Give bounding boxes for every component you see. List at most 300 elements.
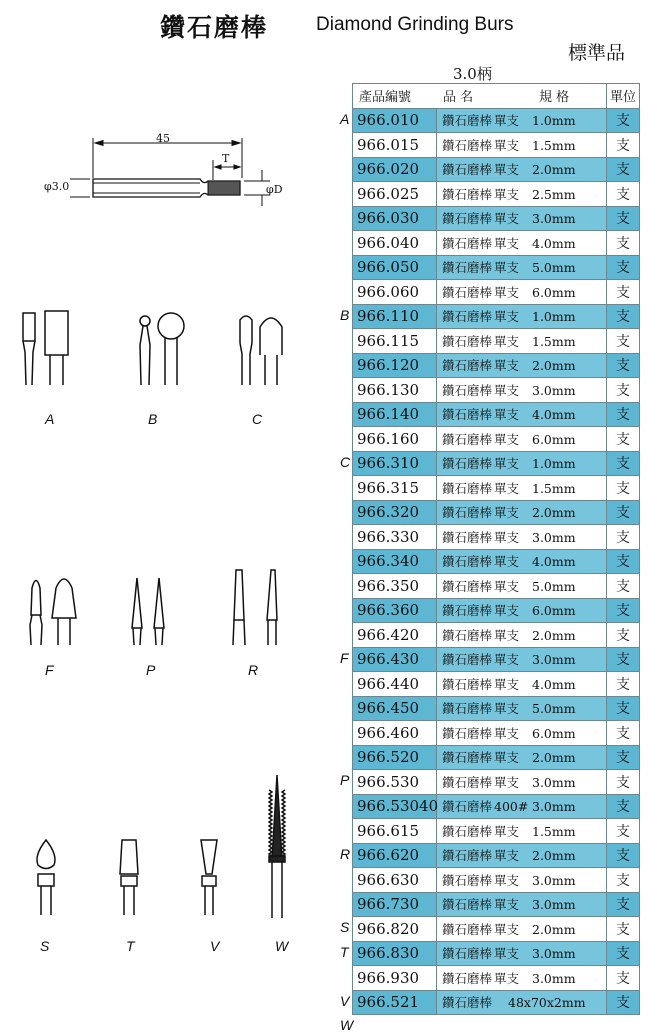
product-name: 鑽石磨棒 <box>442 211 493 227</box>
shape-c-drawing <box>240 316 282 385</box>
group-label: B <box>340 306 350 323</box>
product-description <box>437 794 607 819</box>
table-row <box>353 647 640 672</box>
product-type: 單支 <box>494 946 520 962</box>
product-description <box>437 133 607 158</box>
product-size: 1.5mm <box>532 480 576 496</box>
shank-diameter-label: φ3.0 <box>44 180 70 193</box>
product-size: 3.0mm <box>532 946 576 962</box>
product-name: 鑽石磨棒 <box>442 946 493 962</box>
product-description <box>437 623 607 648</box>
product-code: 966.615 <box>353 819 437 844</box>
product-name: 鑽石磨棒 <box>442 725 493 741</box>
product-description <box>437 206 607 231</box>
product-name: 鑽石磨棒 <box>442 186 493 202</box>
product-type: 單支 <box>494 309 520 325</box>
product-description <box>437 917 607 942</box>
product-name: 鑽石磨棒 <box>442 260 493 276</box>
head-length-label: T <box>222 152 230 165</box>
shape-label-a: A <box>45 411 55 427</box>
product-description <box>437 647 607 672</box>
product-unit: 支 <box>607 990 640 1015</box>
product-code: 966.450 <box>353 696 437 721</box>
table-row <box>353 794 640 819</box>
product-size: 2.5mm <box>532 186 576 202</box>
product-description <box>437 329 607 354</box>
product-unit: 支 <box>607 255 640 280</box>
product-description <box>437 549 607 574</box>
product-description <box>437 182 607 207</box>
product-unit: 支 <box>607 378 640 403</box>
shape-label-b: B <box>148 411 158 427</box>
product-name: 鑽石磨棒 <box>442 554 493 570</box>
product-name: 鑽石磨棒 <box>442 603 493 619</box>
product-size: 6.0mm <box>532 284 576 300</box>
product-description <box>437 770 607 795</box>
table-row <box>353 157 640 182</box>
overall-length-value: 45 <box>156 132 170 145</box>
shape-label-s: S <box>40 938 50 954</box>
shape-label-f: F <box>45 662 54 678</box>
product-type: 單支 <box>494 652 520 668</box>
product-unit: 支 <box>607 133 640 158</box>
product-code: 966.930 <box>353 966 437 991</box>
product-type: 單支 <box>494 358 520 374</box>
product-description <box>437 696 607 721</box>
shape-a-drawing <box>23 311 68 385</box>
table-row <box>353 721 640 746</box>
table-row <box>353 819 640 844</box>
table-row <box>353 329 640 354</box>
product-type: 單支 <box>494 382 520 398</box>
product-unit: 支 <box>607 623 640 648</box>
product-type: 單支 <box>494 480 520 496</box>
product-size: 6.0mm <box>532 431 576 447</box>
table-row <box>353 182 640 207</box>
product-description <box>437 868 607 893</box>
product-type: 單支 <box>494 554 520 570</box>
product-size: 2.0mm <box>532 505 576 521</box>
product-description <box>437 819 607 844</box>
product-unit: 支 <box>607 476 640 501</box>
product-name: 鑽石磨棒 <box>442 529 493 545</box>
header-code-and-name <box>353 84 607 109</box>
product-unit: 支 <box>607 892 640 917</box>
table-row <box>353 770 640 795</box>
table-row <box>353 696 640 721</box>
product-unit: 支 <box>607 574 640 599</box>
shape-label-v: V <box>210 938 220 954</box>
table-row <box>353 255 640 280</box>
product-name: 鑽石磨棒 <box>442 480 493 496</box>
product-name: 鑽石磨棒 <box>442 382 493 398</box>
table-row <box>353 451 640 476</box>
product-type: 單支 <box>494 872 520 888</box>
group-label: V <box>340 992 350 1009</box>
page-title-chinese: 鑽石磨棒 <box>160 13 269 42</box>
product-type: 單支 <box>494 529 520 545</box>
product-code: 966.020 <box>353 157 437 182</box>
product-unit: 支 <box>607 647 640 672</box>
product-code: 966.040 <box>353 231 437 256</box>
product-unit: 支 <box>607 182 640 207</box>
product-code: 966.140 <box>353 402 437 427</box>
product-name: 鑽石磨棒 <box>442 823 493 839</box>
product-unit: 支 <box>607 549 640 574</box>
product-type: 單支 <box>494 235 520 251</box>
product-type: 單支 <box>494 431 520 447</box>
shape-b-drawing <box>140 313 184 385</box>
product-name: 鑽石磨棒 <box>442 578 493 594</box>
product-code: 966.350 <box>353 574 437 599</box>
table-row <box>353 868 640 893</box>
header-spec: 規 格 <box>539 90 570 106</box>
product-type: 單支 <box>494 603 520 619</box>
table-row <box>353 525 640 550</box>
product-type: 單支 <box>494 750 520 766</box>
product-name: 鑽石磨棒 <box>442 897 493 913</box>
product-description <box>437 304 607 329</box>
product-code: 966.130 <box>353 378 437 403</box>
shape-r-drawing <box>233 570 277 645</box>
product-size: 2.0mm <box>532 162 576 178</box>
product-unit: 支 <box>607 721 640 746</box>
product-name: 鑽石磨棒 <box>442 358 493 374</box>
product-code: 966.460 <box>353 721 437 746</box>
product-code: 966.630 <box>353 868 437 893</box>
group-label: T <box>340 943 349 960</box>
product-size: 5.0mm <box>532 701 576 717</box>
table-row <box>353 476 640 501</box>
product-type: 單支 <box>494 456 520 472</box>
product-description <box>437 353 607 378</box>
table-row <box>353 280 640 305</box>
product-type: 400# <box>494 799 529 815</box>
product-size: 5.0mm <box>532 260 576 276</box>
product-size: 1.0mm <box>532 113 576 129</box>
table-row <box>353 623 640 648</box>
product-unit: 支 <box>607 794 640 819</box>
product-code: 966.520 <box>353 745 437 770</box>
product-unit: 支 <box>607 941 640 966</box>
product-code: 966.025 <box>353 182 437 207</box>
product-name: 鑽石磨棒 <box>442 505 493 521</box>
product-type: 單支 <box>494 774 520 790</box>
product-name: 鑽石磨棒 <box>442 284 493 300</box>
product-name: 鑽石磨棒 <box>442 309 493 325</box>
product-description <box>437 598 607 623</box>
shape-t-drawing <box>120 840 138 915</box>
product-code: 966.530 <box>353 770 437 795</box>
table-row <box>353 133 640 158</box>
product-name: 鑽石磨棒 <box>442 235 493 251</box>
product-name: 鑽石磨棒 <box>442 162 493 178</box>
product-type: 單支 <box>494 897 520 913</box>
product-code: 966.315 <box>353 476 437 501</box>
shape-label-p: P <box>146 662 156 678</box>
product-description <box>437 990 607 1015</box>
product-unit: 支 <box>607 672 640 697</box>
product-unit: 支 <box>607 231 640 256</box>
product-code: 966.320 <box>353 500 437 525</box>
shape-v-drawing <box>201 840 217 915</box>
product-description <box>437 157 607 182</box>
product-unit: 支 <box>607 696 640 721</box>
product-unit: 支 <box>607 500 640 525</box>
header-unit: 單位 <box>607 84 640 109</box>
product-name: 鑽石磨棒 <box>442 970 493 986</box>
shank-size-label: 3.0柄 <box>453 65 492 83</box>
table-row <box>353 206 640 231</box>
product-type: 單支 <box>494 333 520 349</box>
product-description <box>437 525 607 550</box>
product-size: 4.0mm <box>532 407 576 423</box>
group-label: P <box>340 772 350 788</box>
product-name: 鑽石磨棒 <box>442 137 493 153</box>
product-unit: 支 <box>607 868 640 893</box>
product-code: 966.120 <box>353 353 437 378</box>
product-description <box>437 672 607 697</box>
product-code: 966.015 <box>353 133 437 158</box>
shape-f-drawing <box>30 579 76 645</box>
product-unit: 支 <box>607 157 640 182</box>
shape-s-drawing <box>37 840 55 915</box>
product-code: 966.060 <box>353 280 437 305</box>
product-type: 單支 <box>494 701 520 717</box>
product-name: 鑽石磨棒 <box>442 333 493 349</box>
product-table-body <box>353 108 640 1015</box>
product-code: 966.53040 <box>353 794 437 819</box>
product-name: 鑽石磨棒 <box>442 627 493 643</box>
table-header-row <box>353 84 640 109</box>
product-unit: 支 <box>607 451 640 476</box>
product-name: 鑽石磨棒 <box>442 799 493 815</box>
product-code: 966.110 <box>353 304 437 329</box>
product-size: 1.0mm <box>532 456 576 472</box>
product-description <box>437 108 607 133</box>
product-size: 2.0mm <box>532 358 576 374</box>
product-type: 單支 <box>494 407 520 423</box>
table-row <box>353 108 640 133</box>
product-description <box>437 892 607 917</box>
group-label: W <box>340 1017 354 1033</box>
product-size: 2.0mm <box>532 750 576 766</box>
product-description <box>437 231 607 256</box>
product-unit: 支 <box>607 280 640 305</box>
header-code: 產品編號 <box>359 90 412 106</box>
product-name: 鑽石磨棒 <box>442 872 493 888</box>
product-size: 3.0mm <box>532 652 576 668</box>
group-label: C <box>340 453 351 470</box>
product-size: 1.5mm <box>532 137 576 153</box>
product-size: 3.0mm <box>532 897 576 913</box>
shape-w-drawing <box>269 775 285 918</box>
product-code: 966.340 <box>353 549 437 574</box>
product-description <box>437 745 607 770</box>
table-row <box>353 402 640 427</box>
product-type: 單支 <box>494 186 520 202</box>
table-row <box>353 941 640 966</box>
product-unit: 支 <box>607 598 640 623</box>
product-name: 鑽石磨棒 <box>442 848 493 864</box>
product-code: 966.420 <box>353 623 437 648</box>
product-code: 966.330 <box>353 525 437 550</box>
product-type: 單支 <box>494 627 520 643</box>
page-title-english: Diamond Grinding Burs <box>316 14 514 35</box>
product-type: 單支 <box>494 921 520 937</box>
shape-label-w: W <box>275 938 289 954</box>
table-row <box>353 574 640 599</box>
product-unit: 支 <box>607 427 640 452</box>
shape-label-r: R <box>248 662 259 678</box>
product-code: 966.521 <box>353 990 437 1015</box>
table-row <box>353 745 640 770</box>
shape-p-drawing <box>132 578 164 645</box>
table-row <box>353 598 640 623</box>
product-description <box>437 941 607 966</box>
product-code: 966.620 <box>353 843 437 868</box>
group-label: R <box>340 845 351 862</box>
product-unit: 支 <box>607 770 640 795</box>
product-size: 3.0mm <box>532 872 576 888</box>
product-size: 3.0mm <box>532 529 576 545</box>
product-name: 鑽石磨棒 <box>442 431 493 447</box>
product-type: 單支 <box>494 505 520 521</box>
product-type: 單支 <box>494 211 520 227</box>
product-description <box>437 574 607 599</box>
product-unit: 支 <box>607 329 640 354</box>
table-row <box>353 892 640 917</box>
product-unit: 支 <box>607 819 640 844</box>
product-name: 鑽石磨棒 <box>442 750 493 766</box>
product-code: 966.820 <box>353 917 437 942</box>
product-code: 966.440 <box>353 672 437 697</box>
table-row <box>353 843 640 868</box>
product-size: 1.5mm <box>532 823 576 839</box>
table-row <box>353 427 640 452</box>
product-type: 單支 <box>494 260 520 276</box>
product-unit: 支 <box>607 966 640 991</box>
product-size: 6.0mm <box>532 603 576 619</box>
shape-label-c: C <box>252 411 263 427</box>
product-type: 單支 <box>494 578 520 594</box>
product-type: 單支 <box>494 848 520 864</box>
product-type: 單支 <box>494 725 520 741</box>
product-type: 單支 <box>494 137 520 153</box>
product-description <box>437 255 607 280</box>
product-name: 鑽石磨棒 <box>442 113 493 129</box>
product-type: 單支 <box>494 113 520 129</box>
product-size: 4.0mm <box>532 676 576 692</box>
table-row <box>353 917 640 942</box>
table-row <box>353 500 640 525</box>
product-unit: 支 <box>607 402 640 427</box>
product-type: 單支 <box>494 970 520 986</box>
group-label: S <box>340 919 350 935</box>
product-size: 1.0mm <box>532 309 576 325</box>
product-unit: 支 <box>607 353 640 378</box>
product-name: 鑽石磨棒 <box>442 995 493 1011</box>
product-description <box>437 451 607 476</box>
product-type: 單支 <box>494 162 520 178</box>
table-row <box>353 966 640 991</box>
product-description <box>437 402 607 427</box>
product-code: 966.730 <box>353 892 437 917</box>
product-unit: 支 <box>607 108 640 133</box>
product-description <box>437 966 607 991</box>
product-size: 4.0mm <box>532 235 576 251</box>
table-row <box>353 353 640 378</box>
product-size: 3.0mm <box>532 970 576 986</box>
product-code: 966.115 <box>353 329 437 354</box>
group-label: A <box>340 110 350 127</box>
group-label: F <box>340 649 349 666</box>
product-name: 鑽石磨棒 <box>442 701 493 717</box>
product-description <box>437 843 607 868</box>
product-unit: 支 <box>607 206 640 231</box>
product-description <box>437 500 607 525</box>
table-row <box>353 304 640 329</box>
product-size: 2.0mm <box>532 848 576 864</box>
product-type: 單支 <box>494 823 520 839</box>
product-code: 966.030 <box>353 206 437 231</box>
table-row <box>353 990 640 1015</box>
product-size: 3.0mm <box>532 382 576 398</box>
table-row <box>353 549 640 574</box>
product-code: 966.830 <box>353 941 437 966</box>
product-size: 2.0mm <box>532 627 576 643</box>
product-size: 3.0mm <box>532 774 576 790</box>
product-size: 1.5mm <box>532 333 576 349</box>
product-description <box>437 721 607 746</box>
product-code: 966.160 <box>353 427 437 452</box>
product-size: 3.0mm <box>532 211 576 227</box>
head-diameter-label: φD <box>266 183 283 196</box>
product-unit: 支 <box>607 917 640 942</box>
header-name: 品 名 <box>443 90 474 106</box>
product-description <box>437 427 607 452</box>
product-size: 5.0mm <box>532 578 576 594</box>
product-size: 48x70x2mm <box>508 995 586 1011</box>
table-row <box>353 378 640 403</box>
product-size: 6.0mm <box>532 725 576 741</box>
product-size: 2.0mm <box>532 921 576 937</box>
product-description <box>437 476 607 501</box>
product-size: 4.0mm <box>532 554 576 570</box>
product-description <box>437 280 607 305</box>
product-code: 966.310 <box>353 451 437 476</box>
table-row <box>353 231 640 256</box>
product-size: 3.0mm <box>532 799 576 815</box>
product-name: 鑽石磨棒 <box>442 652 493 668</box>
product-code: 966.050 <box>353 255 437 280</box>
product-unit: 支 <box>607 745 640 770</box>
product-type: 單支 <box>494 676 520 692</box>
table-row <box>353 672 640 697</box>
product-code: 966.360 <box>353 598 437 623</box>
product-table <box>352 83 640 1015</box>
product-name: 鑽石磨棒 <box>442 456 493 472</box>
product-name: 鑽石磨棒 <box>442 921 493 937</box>
product-description <box>437 378 607 403</box>
product-type: 單支 <box>494 284 520 300</box>
product-name: 鑽石磨棒 <box>442 676 493 692</box>
shape-label-t: T <box>126 938 135 954</box>
product-unit: 支 <box>607 304 640 329</box>
product-code: 966.430 <box>353 647 437 672</box>
product-code: 966.010 <box>353 108 437 133</box>
standard-product-label: 標準品 <box>568 42 626 64</box>
